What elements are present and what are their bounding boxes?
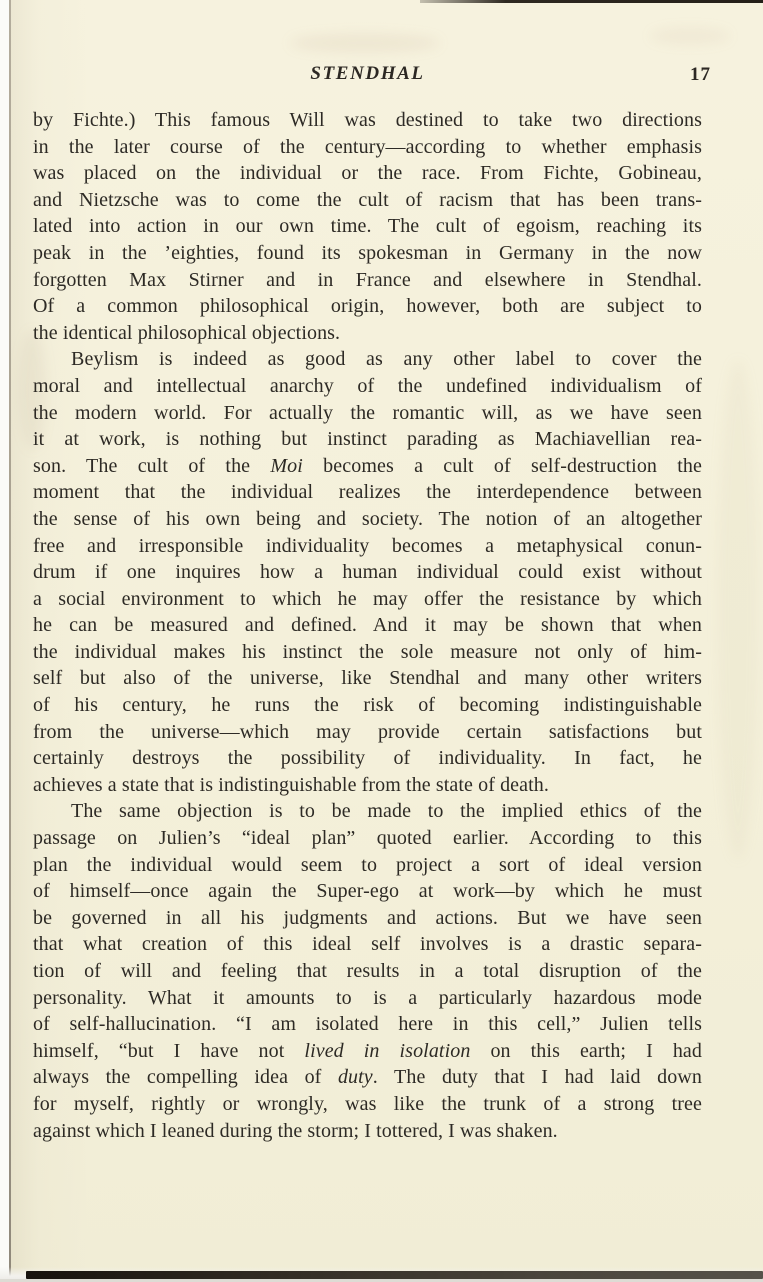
scan-top-edge — [420, 0, 763, 3]
text-line: in the later course of the century—according to whether emphasis — [33, 135, 702, 158]
text-line: from the universe—which may provide certain satisfactions but — [33, 720, 702, 743]
page-left-edge — [9, 0, 11, 1282]
text-line: drum if one inquires how a human individual could exist without — [33, 561, 702, 584]
text-line: moment that the individual realizes the interdependence between — [33, 481, 702, 504]
text-line: self but also of the universe, like Stendhal and many other writers — [33, 667, 702, 690]
text-line: passage on Julien’s “ideal plan” quoted earlier. According to this — [33, 827, 702, 850]
text-line: of his century, he runs the risk of becoming indistinguishable — [33, 694, 702, 717]
text-line: Beylism is indeed as good as any other label to cover the — [71, 348, 702, 371]
text-line: son. The cult of the Moi becomes a cult of self-destruction the — [33, 454, 702, 477]
bleedthrough-smudge — [290, 34, 440, 52]
text-line: plan the individual would seem to project a sort of ideal version — [33, 853, 702, 876]
text-line: forgotten Max Stirner and in France and elsewhere in Stendhal. — [33, 268, 702, 291]
text-line: himself, “but I have not lived in isolation on this earth; I had — [33, 1039, 703, 1062]
running-title: STENDHAL — [310, 63, 425, 84]
text-line: lated into action in our own time. The cult of egoism, reaching its — [33, 215, 702, 238]
text-line: Of a common philosophical origin, however, both are subject to — [33, 295, 702, 318]
text-line: for myself, rightly or wrongly, was like the trunk of a strong tree — [33, 1092, 702, 1115]
bleedthrough-smudge — [650, 28, 730, 44]
text-line: free and irresponsible individuality becomes a metaphysical conun- — [33, 534, 702, 557]
text-line: peak in the ’eighties, found its spokesman in Germany in the now — [33, 241, 702, 264]
text-line: it at work, is nothing but instinct parading as Machiavellian rea- — [33, 428, 702, 451]
text-line: the modern world. For actually the romantic will, as we have seen — [33, 401, 702, 424]
text-line: he can be measured and defined. And it may be shown that when — [33, 614, 702, 637]
text-line: and Nietzsche was to come the cult of racism that has been trans- — [33, 188, 702, 211]
paragraph — [33, 107, 702, 346]
text-line: was placed on the individual or the race. From Fichte, Gobineau, — [33, 162, 702, 185]
text-line: a social environment to which he may offer the resistance by which — [33, 587, 702, 610]
text-line: personality. What it amounts to is a particularly hazardous mode — [33, 986, 702, 1009]
page-body — [33, 107, 702, 1144]
text-line: the identical philosophical objections. — [33, 321, 341, 344]
text-line: the individual makes his instinct the sole measure not only of him- — [33, 640, 702, 663]
text-line: that what creation of this ideal self involves is a drastic separa- — [33, 933, 702, 956]
text-line: certainly destroys the possibility of individuality. In fact, he — [33, 747, 702, 770]
text-line: against which I leaned during the storm; I tottered, I was shaken. — [33, 1119, 558, 1142]
text-line: of self-hallucination. “I am isolated here in this cell,” Julien tells — [33, 1013, 702, 1036]
text-line: The same objection is to be made to the implied ethics of the — [71, 800, 702, 823]
text-line: the sense of his own being and society. The notion of an altogether — [33, 507, 702, 530]
scan-left-margin — [0, 0, 9, 1282]
text-line: by Fichte.) This famous Will was destined to take two directions — [33, 109, 702, 131]
page-header — [33, 63, 711, 89]
text-line: tion of will and feeling that results in a total disruption of the — [33, 960, 702, 982]
text-line: be governed in all his judgments and actions. But we have seen — [33, 906, 702, 929]
text-line: always the compelling idea of duty. The duty that I had laid down — [33, 1066, 702, 1089]
text-line: moral and intellectual anarchy of the undefined individualism of — [33, 374, 702, 397]
bleedthrough-smudge — [718, 360, 758, 860]
text-line: of himself—once again the Super-ego at work—by which he must — [33, 880, 702, 903]
paragraph — [33, 346, 702, 798]
page-number: 17 — [690, 64, 711, 85]
paragraph — [33, 798, 702, 1144]
text-line: achieves a state that is indistinguishable from the state of death. — [33, 773, 549, 796]
book-edge-bar — [26, 1271, 763, 1279]
